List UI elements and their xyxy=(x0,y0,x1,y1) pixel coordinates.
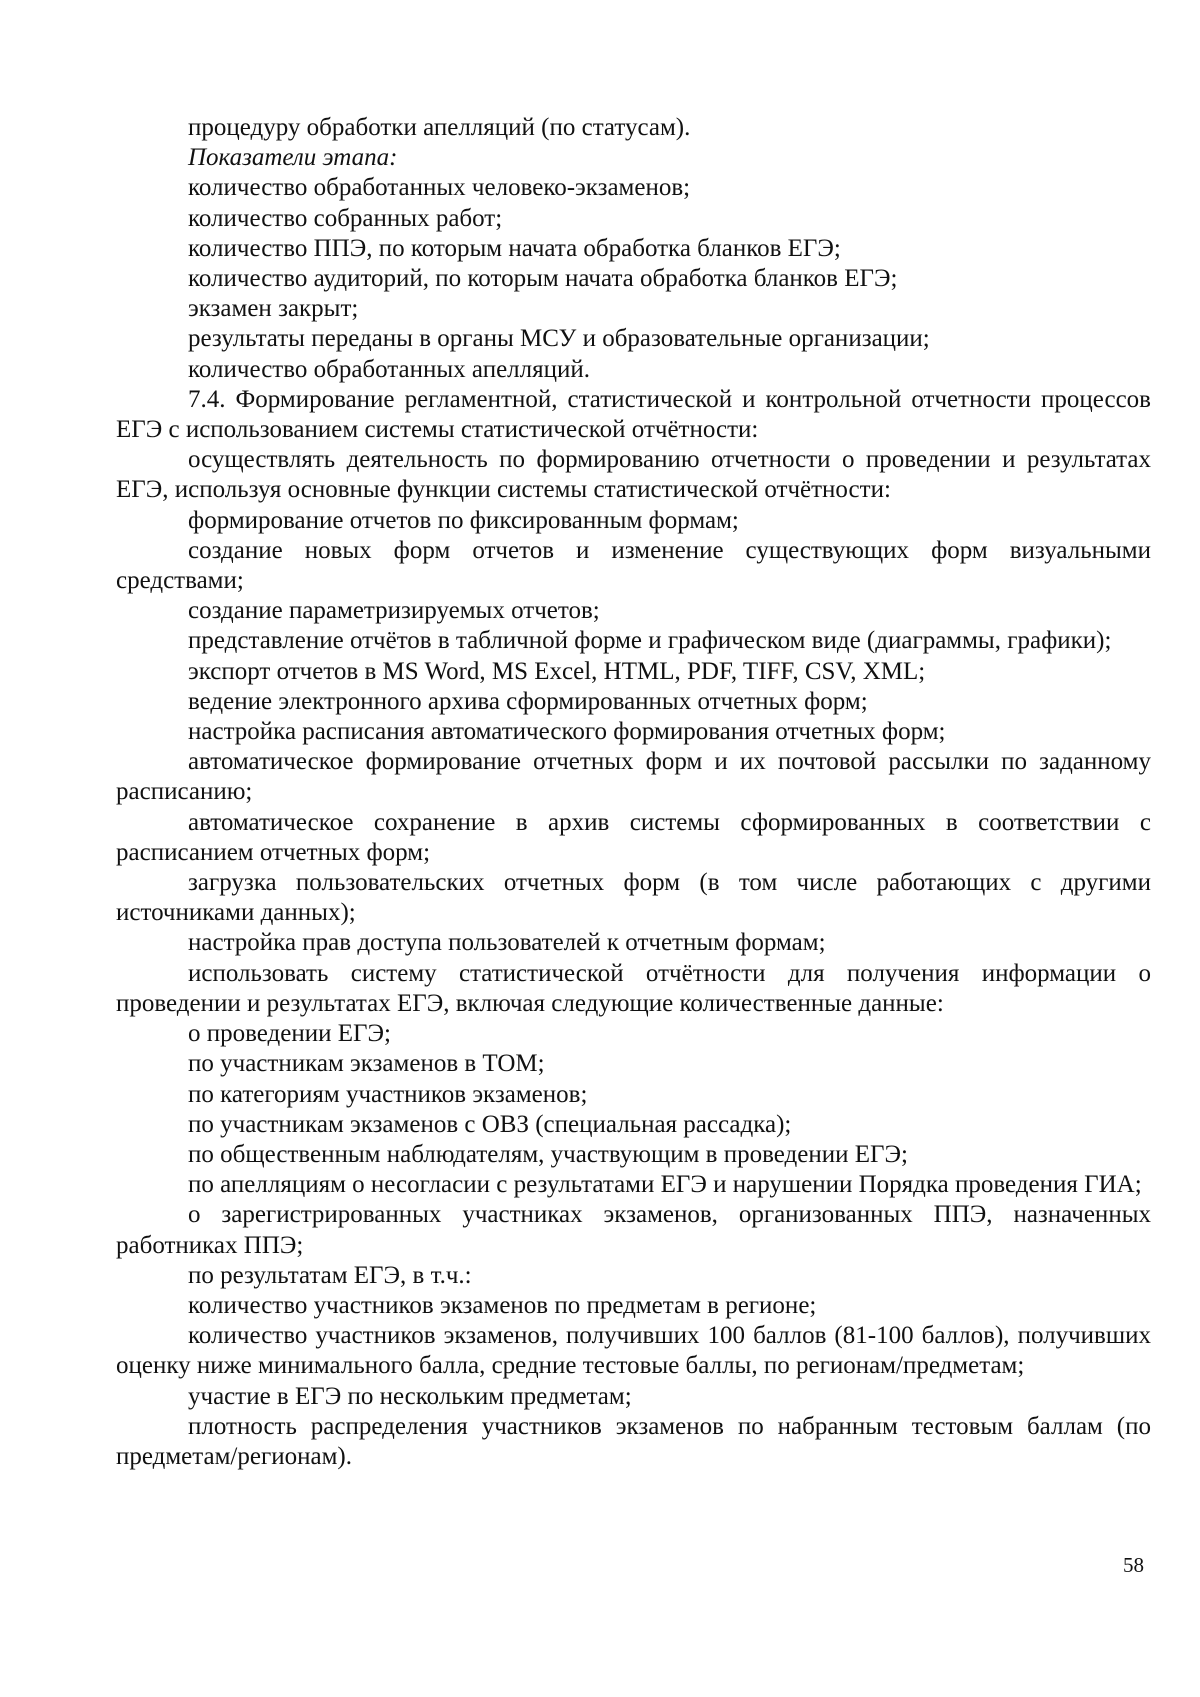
paragraph: создание новых форм отчетов и изменение существующих форм визуальными средствами; xyxy=(116,536,1151,595)
paragraph: экспорт отчетов в MS Word, MS Excel, HTML, PDF, TIFF, CSV, XML; xyxy=(188,657,926,685)
page-number: 58 xyxy=(1123,1553,1144,1577)
paragraph: количество участников экзаменов по предметам в регионе; xyxy=(188,1291,817,1319)
paragraph: количество собранных работ; xyxy=(188,204,503,232)
paragraph: по участникам экзаменов в ТОМ; xyxy=(188,1050,545,1078)
paragraph: по результатам ЕГЭ, в т.ч.: xyxy=(188,1261,472,1289)
paragraph: участие в ЕГЭ по нескольким предметам; xyxy=(188,1382,632,1410)
paragraph: автоматическое сохранение в архив системы сформированных в соответствии с расписанием отчетных форм; xyxy=(116,808,1151,866)
paragraph: ведение электронного архива сформированных отчетных форм; xyxy=(188,687,868,715)
paragraph: формирование отчетов по фиксированным формам; xyxy=(188,506,739,534)
paragraph: результаты переданы в органы МСУ и образовательные организации; xyxy=(188,325,930,353)
paragraph: количество обработанных апелляций. xyxy=(188,355,591,383)
paragraph: количество участников экзаменов, получивших 100 баллов (81-100 баллов), получивших оценку ниже минимального балла, средние тестовые баллы, по регионам/предметам; xyxy=(116,1322,1151,1380)
paragraph: экзамен закрыт; xyxy=(188,295,359,323)
paragraph: плотность распределения участников экзаменов по набранным тестовым баллам (по предметам/регионам). xyxy=(116,1412,1151,1470)
paragraph: о зарегистрированных участниках экзаменов, организованных ППЭ, назначенных работниках ППЭ; xyxy=(116,1201,1151,1259)
paragraph: использовать систему статистической отчётности для получения информации о проведении и результатах ЕГЭ, включая следующие количественные данные: xyxy=(116,959,1151,1017)
paragraph: настройка прав доступа пользователей к отчетным формам; xyxy=(188,929,826,957)
paragraph: количество аудиторий, по которым начата обработка бланков ЕГЭ; xyxy=(188,265,898,293)
paragraph: количество ППЭ, по которым начата обработка бланков ЕГЭ; xyxy=(188,234,841,262)
paragraph: процедуру обработки апелляций (по статусам). xyxy=(188,114,691,141)
paragraph: представление отчётов в табличной форме и графическом виде (диаграммы, графики); xyxy=(188,627,1112,655)
paragraph: по общественным наблюдателям, участвующим в проведении ЕГЭ; xyxy=(188,1140,908,1168)
body-text xyxy=(116,113,1151,1472)
paragraph: создание параметризируемых отчетов; xyxy=(188,597,600,625)
paragraph: по участникам экзаменов с ОВЗ (специальная рассадка); xyxy=(188,1110,792,1138)
paragraph: осуществлять деятельность по формированию отчетности о проведении и результатах ЕГЭ, используя основные функции системы статистической отчётности: xyxy=(116,446,1151,504)
section-heading: 7.4. Формирование регламентной, статистической и контрольной отчетности процессов ЕГЭ с использованием системы статистической отчётности: xyxy=(116,385,1151,444)
section-subheading: Показатели этапа: xyxy=(188,144,398,172)
paragraph: по апелляциям о несогласии с результатами ЕГЭ и нарушении Порядка проведения ГИА; xyxy=(188,1171,1142,1199)
paragraph: о проведении ЕГЭ; xyxy=(188,1020,391,1048)
paragraph: автоматическое формирование отчетных форм и их почтовой рассылки по заданному расписанию; xyxy=(116,748,1151,806)
paragraph: по категориям участников экзаменов; xyxy=(188,1080,588,1108)
paragraph: загрузка пользовательских отчетных форм (в том числе работающих с другими источниками данных); xyxy=(116,869,1151,927)
paragraph: настройка расписания автоматического формирования отчетных форм; xyxy=(188,718,946,746)
paragraph: количество обработанных человеко-экзаменов; xyxy=(188,174,691,202)
